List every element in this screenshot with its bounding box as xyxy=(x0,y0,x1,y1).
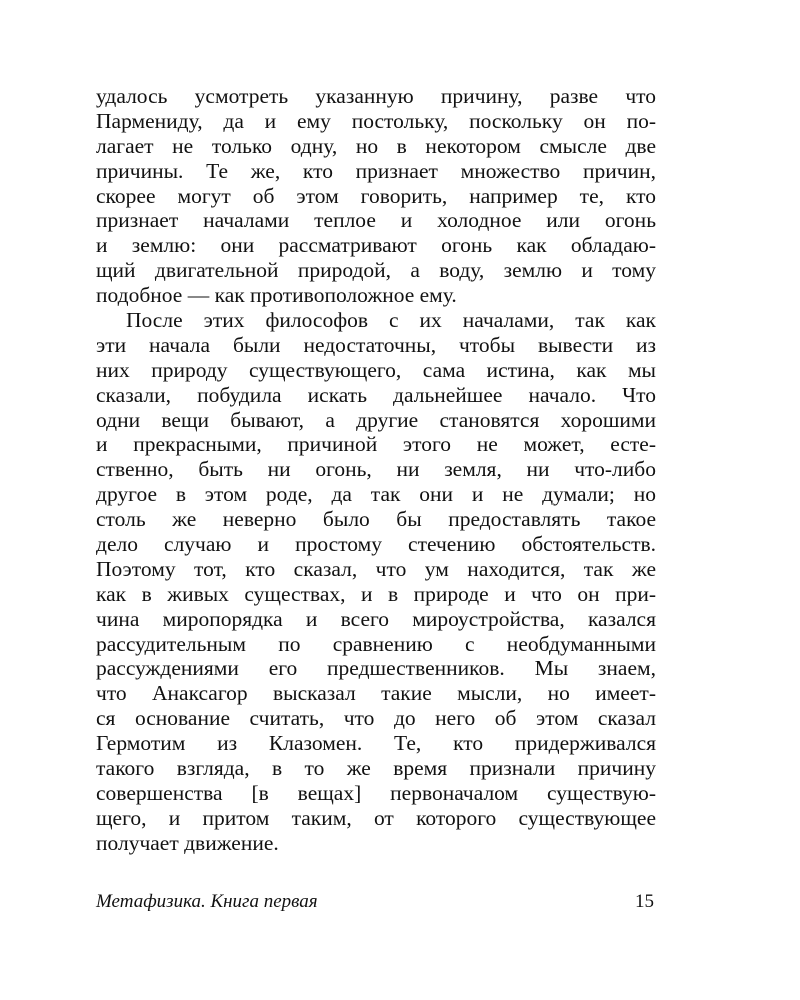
text-line: рассудительным по сравнению с необдуманными xyxy=(96,631,656,656)
paragraph-2 xyxy=(96,308,656,856)
text-line: рассуждениями его предшественников. Мы знаем, xyxy=(96,656,656,681)
text-line: и землю: они рассматривают огонь как обладаю- xyxy=(96,233,656,258)
text-line: одни вещи бывают, а другие становятся хорошими xyxy=(96,407,656,432)
text-line: лагает не только одну, но в некотором смысле две xyxy=(96,133,656,158)
page-footer xyxy=(96,888,654,916)
running-title: Метафизика. Книга первая xyxy=(96,891,318,912)
text-line: сказали, побудила искать дальнейшее начало. Что xyxy=(96,382,656,407)
text-line: Поэтому тот, кто сказал, что ум находится, так же xyxy=(96,556,656,581)
text-line: щего, и притом таким, от которого существующее xyxy=(96,805,656,830)
text-line: ся основание считать, что до него об этом сказал xyxy=(96,706,656,731)
paragraph-1 xyxy=(96,84,656,308)
page-body xyxy=(96,84,656,856)
text-line: получает движение. xyxy=(96,830,279,855)
text-line: щий двигательной природой, а воду, землю и тому xyxy=(96,258,656,283)
text-line: ственно, быть ни огонь, ни земля, ни что-либо xyxy=(96,457,656,482)
text-line: признает началами теплое и холодное или огонь xyxy=(96,208,656,233)
text-line: После этих философов с их началами, так как xyxy=(126,308,656,333)
text-line: дело случаю и простому стечению обстоятельств. xyxy=(96,532,656,557)
text-line: Пармениду, да и ему постольку, поскольку он по- xyxy=(96,108,656,133)
text-line: эти начала были недостаточны, чтобы вывести из xyxy=(96,332,656,357)
text-line: них природу существующего, сама истина, как мы xyxy=(96,357,656,382)
text-line: причины. Те же, кто признает множество причин, xyxy=(96,158,656,183)
page-number: 15 xyxy=(635,891,654,912)
text-line: Гермотим из Клазомен. Те, кто придерживался xyxy=(96,731,656,756)
text-line: совершенства [в вещах] первоначалом существую- xyxy=(96,780,656,805)
text-line: другое в этом роде, да так они и не думали; но xyxy=(96,482,656,507)
text-line: подобное — как противоположное ему. xyxy=(96,283,457,308)
text-line: что Анаксагор высказал такие мысли, но имеет- xyxy=(96,681,656,706)
text-line: столь же неверно было бы предоставлять такое xyxy=(96,507,656,532)
text-line: удалось усмотреть указанную причину, разве что xyxy=(96,84,656,108)
text-line: чина миропорядка и всего мироустройства, казался xyxy=(96,606,656,631)
text-line: и прекрасными, причиной этого не может, есте- xyxy=(96,432,656,457)
text-line: как в живых существах, и в природе и что он при- xyxy=(96,581,656,606)
text-line: скорее могут об этом говорить, например те, кто xyxy=(96,183,656,208)
text-line: такого взгляда, в то же время признали причину xyxy=(96,756,656,781)
